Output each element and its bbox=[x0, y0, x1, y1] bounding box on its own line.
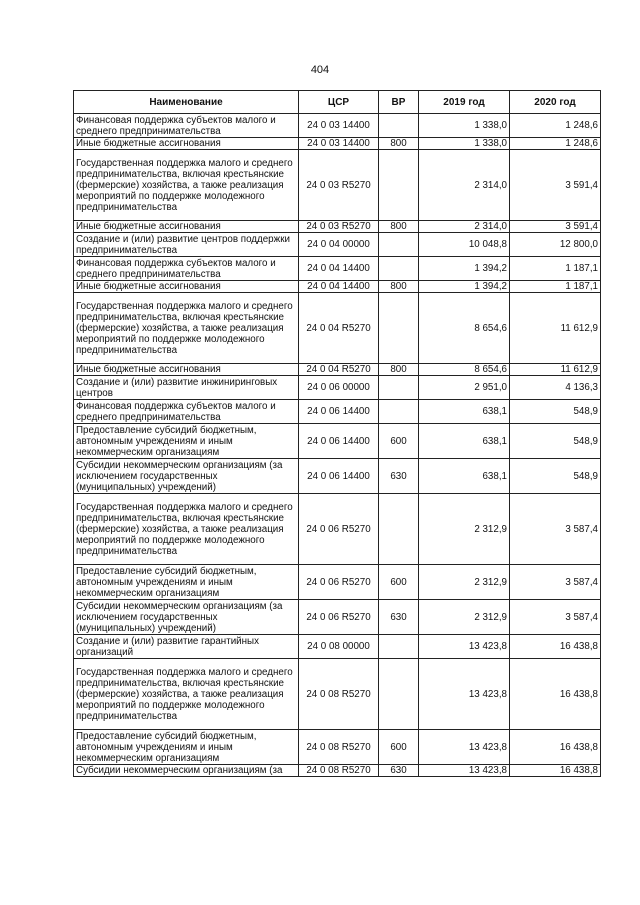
row-2020-cell: 548,9 bbox=[510, 459, 601, 494]
row-csr-cell: 24 0 08 R5270 bbox=[299, 730, 379, 765]
row-2020-cell: 16 438,8 bbox=[510, 765, 601, 777]
row-2020-cell: 12 800,0 bbox=[510, 233, 601, 257]
row-name-cell: Иные бюджетные ассигнования bbox=[74, 281, 299, 293]
row-vr-cell bbox=[379, 400, 419, 424]
row-name-cell: Субсидии некоммерческим организациям (за bbox=[74, 765, 299, 777]
table-row bbox=[74, 150, 601, 221]
row-vr-cell bbox=[379, 257, 419, 281]
row-name-cell: Иные бюджетные ассигнования bbox=[74, 221, 299, 233]
header-2020: 2020 год bbox=[510, 91, 601, 114]
row-name-cell: Государственная поддержка малого и среднего предпринимательства, включая крестьянские (фермерские) хозяйства, а также реализация мероприятий по поддержке молодежного предпринимательства bbox=[74, 150, 299, 221]
table-row bbox=[74, 459, 601, 494]
row-vr-cell bbox=[379, 659, 419, 730]
row-csr-cell: 24 0 04 R5270 bbox=[299, 293, 379, 364]
row-2019-cell: 1 394,2 bbox=[419, 257, 510, 281]
table-header-row bbox=[74, 91, 601, 114]
row-name-cell: Иные бюджетные ассигнования bbox=[74, 138, 299, 150]
table-row bbox=[74, 376, 601, 400]
row-csr-cell: 24 0 06 00000 bbox=[299, 376, 379, 400]
row-name-cell: Создание и (или) развитие центров поддержки предпринимательства bbox=[74, 233, 299, 257]
row-2019-cell: 1 394,2 bbox=[419, 281, 510, 293]
table-row bbox=[74, 114, 601, 138]
header-csr: ЦСР bbox=[299, 91, 379, 114]
table-row bbox=[74, 281, 601, 293]
row-2019-cell: 8 654,6 bbox=[419, 293, 510, 364]
table-row bbox=[74, 221, 601, 233]
row-name-cell: Финансовая поддержка субъектов малого и среднего предпринимательства bbox=[74, 257, 299, 281]
row-vr-cell: 630 bbox=[379, 765, 419, 777]
row-csr-cell: 24 0 08 R5270 bbox=[299, 765, 379, 777]
row-2019-cell: 2 312,9 bbox=[419, 565, 510, 600]
table-row bbox=[74, 364, 601, 376]
row-2019-cell: 13 423,8 bbox=[419, 765, 510, 777]
row-2019-cell: 638,1 bbox=[419, 459, 510, 494]
row-2020-cell: 3 591,4 bbox=[510, 150, 601, 221]
table-row bbox=[74, 293, 601, 364]
budget-table bbox=[73, 90, 601, 777]
row-name-cell: Государственная поддержка малого и среднего предпринимательства, включая крестьянские (фермерские) хозяйства, а также реализация мероприятий по поддержке молодежного предпринимательства bbox=[74, 659, 299, 730]
row-2020-cell: 548,9 bbox=[510, 424, 601, 459]
row-name-cell: Субсидии некоммерческим организациям (за исключением государственных (муниципальных) учреждений) bbox=[74, 600, 299, 635]
row-2019-cell: 1 338,0 bbox=[419, 114, 510, 138]
row-name-cell: Финансовая поддержка субъектов малого и среднего предпринимательства bbox=[74, 400, 299, 424]
row-name-cell: Государственная поддержка малого и среднего предпринимательства, включая крестьянские (фермерские) хозяйства, а также реализация мероприятий по поддержке молодежного предпринимательства bbox=[74, 494, 299, 565]
row-2019-cell: 1 338,0 bbox=[419, 138, 510, 150]
row-2019-cell: 10 048,8 bbox=[419, 233, 510, 257]
row-2020-cell: 16 438,8 bbox=[510, 659, 601, 730]
row-name-cell: Иные бюджетные ассигнования bbox=[74, 364, 299, 376]
row-vr-cell bbox=[379, 233, 419, 257]
header-vr: ВР bbox=[379, 91, 419, 114]
row-2019-cell: 13 423,8 bbox=[419, 635, 510, 659]
row-vr-cell: 800 bbox=[379, 281, 419, 293]
table-row bbox=[74, 659, 601, 730]
row-vr-cell bbox=[379, 150, 419, 221]
row-2020-cell: 16 438,8 bbox=[510, 635, 601, 659]
row-vr-cell bbox=[379, 293, 419, 364]
row-2020-cell: 3 591,4 bbox=[510, 221, 601, 233]
row-2019-cell: 2 312,9 bbox=[419, 494, 510, 565]
row-name-cell: Государственная поддержка малого и среднего предпринимательства, включая крестьянские (фермерские) хозяйства, а также реализация мероприятий по поддержке молодежного предпринимательства bbox=[74, 293, 299, 364]
row-vr-cell bbox=[379, 635, 419, 659]
table-row bbox=[74, 765, 601, 777]
row-csr-cell: 24 0 03 R5270 bbox=[299, 221, 379, 233]
table-row bbox=[74, 424, 601, 459]
row-csr-cell: 24 0 06 14400 bbox=[299, 424, 379, 459]
row-vr-cell: 600 bbox=[379, 730, 419, 765]
row-csr-cell: 24 0 06 14400 bbox=[299, 400, 379, 424]
row-csr-cell: 24 0 04 14400 bbox=[299, 257, 379, 281]
row-2019-cell: 13 423,8 bbox=[419, 659, 510, 730]
row-2019-cell: 2 312,9 bbox=[419, 600, 510, 635]
row-vr-cell: 800 bbox=[379, 364, 419, 376]
row-csr-cell: 24 0 03 R5270 bbox=[299, 150, 379, 221]
row-vr-cell bbox=[379, 494, 419, 565]
row-name-cell: Предоставление субсидий бюджетным, автономным учреждениям и иным некоммерческим организациям bbox=[74, 565, 299, 600]
table-row bbox=[74, 494, 601, 565]
table-row bbox=[74, 635, 601, 659]
table-row bbox=[74, 138, 601, 150]
row-vr-cell: 630 bbox=[379, 600, 419, 635]
row-name-cell: Создание и (или) развитие гарантийных организаций bbox=[74, 635, 299, 659]
row-2020-cell: 1 248,6 bbox=[510, 138, 601, 150]
row-csr-cell: 24 0 04 14400 bbox=[299, 281, 379, 293]
row-name-cell: Субсидии некоммерческим организациям (за исключением государственных (муниципальных) учреждений) bbox=[74, 459, 299, 494]
header-name: Наименование bbox=[74, 91, 299, 114]
row-2020-cell: 4 136,3 bbox=[510, 376, 601, 400]
row-2019-cell: 2 314,0 bbox=[419, 150, 510, 221]
row-name-cell: Предоставление субсидий бюджетным, автономным учреждениям и иным некоммерческим организациям bbox=[74, 424, 299, 459]
row-vr-cell bbox=[379, 114, 419, 138]
row-csr-cell: 24 0 03 14400 bbox=[299, 114, 379, 138]
row-2020-cell: 1 248,6 bbox=[510, 114, 601, 138]
row-2020-cell: 548,9 bbox=[510, 400, 601, 424]
row-2019-cell: 8 654,6 bbox=[419, 364, 510, 376]
row-vr-cell: 600 bbox=[379, 565, 419, 600]
row-csr-cell: 24 0 08 R5270 bbox=[299, 659, 379, 730]
table-row bbox=[74, 730, 601, 765]
row-2019-cell: 2 951,0 bbox=[419, 376, 510, 400]
row-csr-cell: 24 0 06 R5270 bbox=[299, 600, 379, 635]
header-2019: 2019 год bbox=[419, 91, 510, 114]
row-2019-cell: 638,1 bbox=[419, 424, 510, 459]
row-name-cell: Финансовая поддержка субъектов малого и среднего предпринимательства bbox=[74, 114, 299, 138]
table-row bbox=[74, 565, 601, 600]
row-csr-cell: 24 0 08 00000 bbox=[299, 635, 379, 659]
row-2019-cell: 638,1 bbox=[419, 400, 510, 424]
row-2020-cell: 11 612,9 bbox=[510, 293, 601, 364]
row-2020-cell: 1 187,1 bbox=[510, 281, 601, 293]
row-name-cell: Создание и (или) развитие инжиниринговых центров bbox=[74, 376, 299, 400]
row-vr-cell: 600 bbox=[379, 424, 419, 459]
table-row bbox=[74, 600, 601, 635]
table-body bbox=[74, 114, 601, 777]
row-csr-cell: 24 0 06 R5270 bbox=[299, 494, 379, 565]
row-csr-cell: 24 0 04 R5270 bbox=[299, 364, 379, 376]
row-csr-cell: 24 0 04 00000 bbox=[299, 233, 379, 257]
row-csr-cell: 24 0 06 R5270 bbox=[299, 565, 379, 600]
table-row bbox=[74, 233, 601, 257]
row-2019-cell: 13 423,8 bbox=[419, 730, 510, 765]
row-2020-cell: 11 612,9 bbox=[510, 364, 601, 376]
row-vr-cell bbox=[379, 376, 419, 400]
row-vr-cell: 800 bbox=[379, 221, 419, 233]
page-number: 404 bbox=[310, 64, 330, 76]
row-2019-cell: 2 314,0 bbox=[419, 221, 510, 233]
row-csr-cell: 24 0 06 14400 bbox=[299, 459, 379, 494]
row-vr-cell: 800 bbox=[379, 138, 419, 150]
row-2020-cell: 1 187,1 bbox=[510, 257, 601, 281]
table-row bbox=[74, 257, 601, 281]
row-2020-cell: 3 587,4 bbox=[510, 600, 601, 635]
table-row bbox=[74, 400, 601, 424]
row-vr-cell: 630 bbox=[379, 459, 419, 494]
row-csr-cell: 24 0 03 14400 bbox=[299, 138, 379, 150]
row-2020-cell: 16 438,8 bbox=[510, 730, 601, 765]
row-name-cell: Предоставление субсидий бюджетным, автономным учреждениям и иным некоммерческим организациям bbox=[74, 730, 299, 765]
row-2020-cell: 3 587,4 bbox=[510, 565, 601, 600]
row-2020-cell: 3 587,4 bbox=[510, 494, 601, 565]
